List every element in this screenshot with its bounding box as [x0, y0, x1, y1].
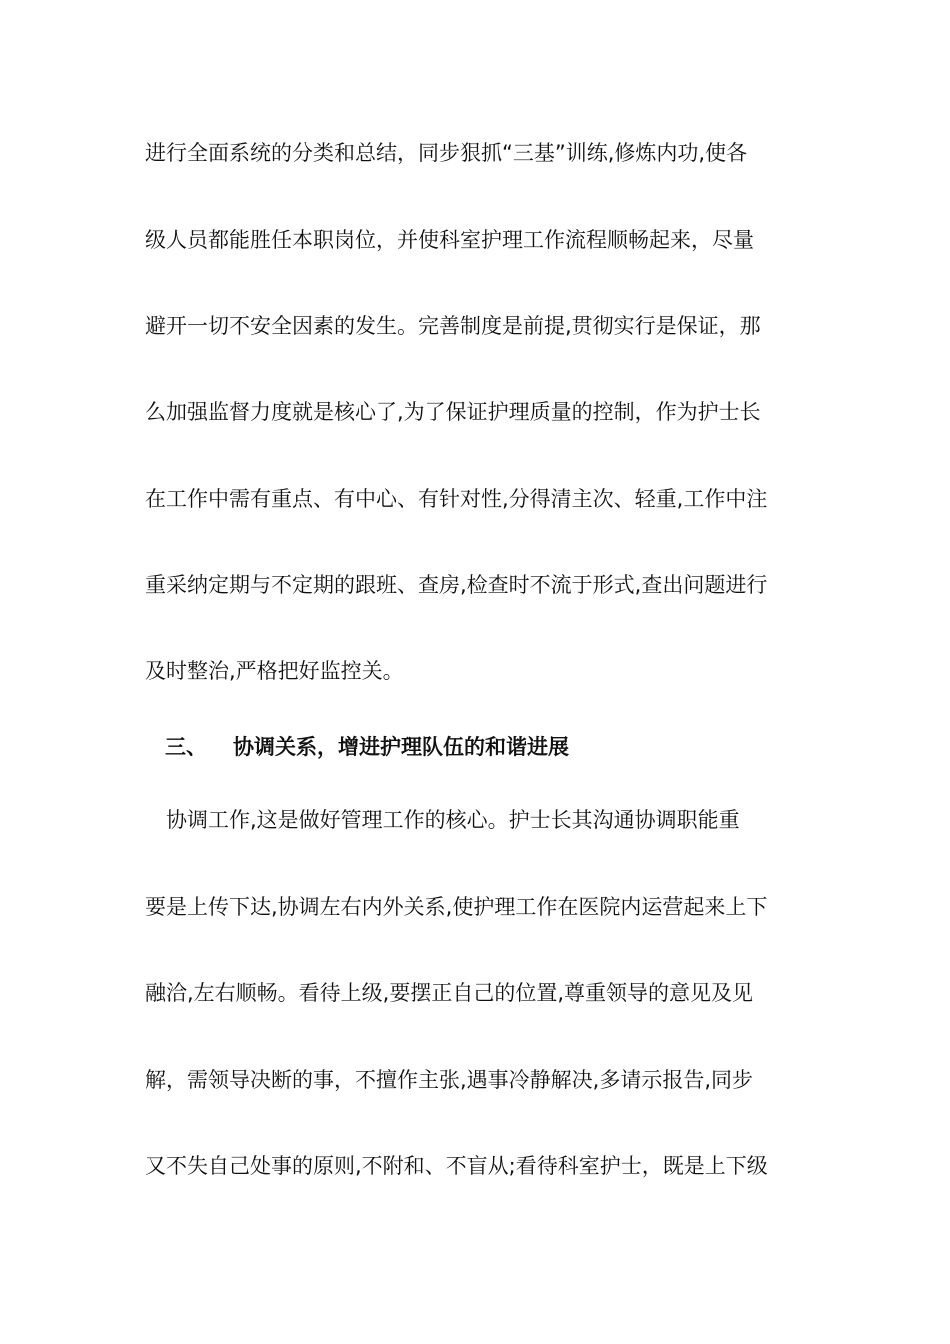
paragraph-line: 要是上传下达,协调左右内外关系,使护理工作在医院内运营起来上下	[145, 895, 768, 919]
paragraph-line: 在工作中需有重点、有中心、有针对性,分得清主次、轻重,工作中注	[145, 487, 768, 511]
paragraph-line: 级人员都能胜任本职岗位，并使科室护理工作流程顺畅起来，尽量	[145, 228, 754, 252]
paragraph-line: 融洽,左右顺畅。看待上级,要摆正自己的位置,尊重领导的意见及见	[145, 981, 754, 1005]
paragraph-line: 么加强监督力度就是核心了,为了保证护理质量的控制，作为护士长	[145, 400, 761, 424]
paragraph-line: 又不失自己处事的原则,不附和、不盲从;看待科室护士，既是上下级	[145, 1154, 768, 1178]
paragraph-line: 及时整治,严格把好监控关。	[145, 659, 404, 683]
section-heading	[165, 733, 805, 761]
paragraph-line: 进行全面系统的分类和总结，同步狠抓“三基”训练,修炼内功,使各	[145, 141, 748, 165]
paragraph-line: 重采纳定期与不定期的跟班、查房,检查时不流于形式,查出问题进行	[145, 573, 768, 597]
paragraph-line: 避开一切不安全因素的发生。完善制度是前提,贯彻实行是保证，那	[145, 314, 761, 338]
section-title: 协调关系，增进护理队伍的和谐进展	[233, 735, 569, 759]
section-number: 三、	[165, 735, 207, 759]
paragraph-line: 解，需领导决断的事，不擅作主张,遇事冷静解决,多请示报告,同步	[145, 1068, 754, 1092]
paragraph-line: 协调工作,这是做好管理工作的核心。护士长其沟通协调职能重	[145, 808, 740, 832]
